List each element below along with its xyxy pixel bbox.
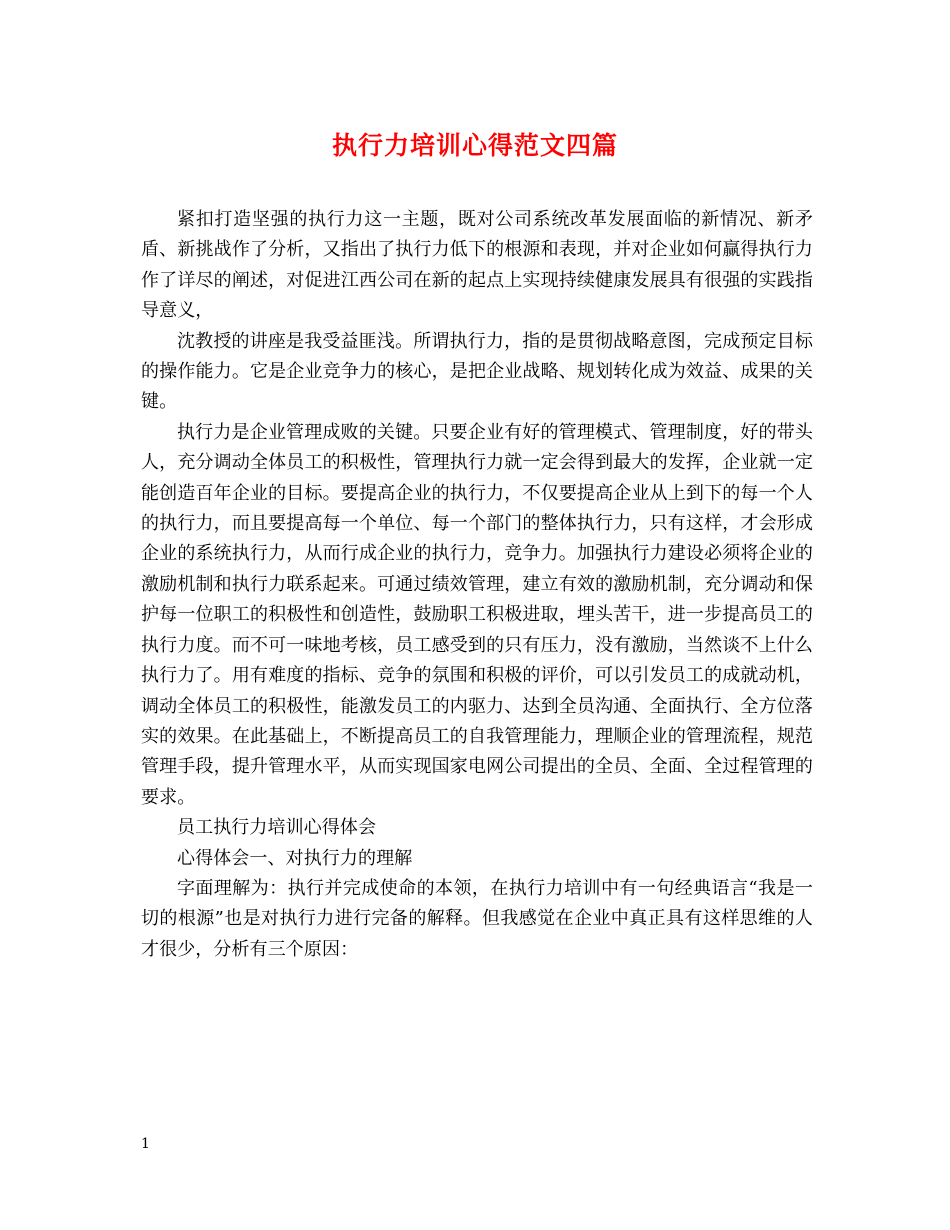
subsection-heading: 心得体会一、对执行力的理解 (177, 847, 413, 869)
paragraph-3: 执行力是企业管理成败的关键。只要企业有好的管理模式、管理制度，好的带头人，充分调动全体员工的积极性，管理执行力就一定会得到最大的发挥，企业就一定能创造百年企业的目标。要提高企业的执行力，不仅要提高企业从上到下的每一个人的执行力，而且要提高每一个单位、每一个部门的整体执行力，只有这样，才会形成企业的系统执行力，从而行成企业的执行力，竞争力。加强执行力建设必须将企业的激励机制和执行力联系起来。可通过绩效管理，建立有效的激励机制，充分调动和保护每一位职工的积极性和创造性，鼓励职工积极进取，埋头苦干，进一步提高员工的执行力度。而不可一味地考核，员工感受到的只有压力，没有激励，当然谈不上什么执行力了。用有难度的指标、竞争的氛围和积极的评价，可以引发员工的成就动机，调动全体员工的积极性，能激发员工的内驱力、达到全员沟通、全面执行、全方位落实的效果。在此基础上，不断提高员工的自我管理能力，理顺企业的管理流程，规范管理手段，提升管理水平，从而实现国家电网公司提出的全员、全面、全过程管理的要求。 (141, 421, 813, 808)
document-body (141, 205, 813, 965)
paragraph-2: 沈教授的讲座是我受益匪浅。所谓执行力，指的是贯彻战略意图，完成预定目标的操作能力。它是企业竞争力的核心，是把企业战略、规划转化成为效益、成果的关键。 (141, 330, 813, 413)
paragraph-1: 紧扣打造坚强的执行力这一主题，既对公司系统改革发展面临的新情况、新矛盾、新挑战作了分析，又指出了执行力低下的根源和表现，并对企业如何赢得执行力作了详尽的阐述，对促进江西公司在新的起点上实现持续健康发展具有很强的实践指导意义， (141, 209, 813, 322)
section-heading: 员工执行力培训心得体会 (177, 817, 377, 839)
document-title: 执行力培训心得范文四篇 (331, 131, 618, 160)
paragraph-4: 字面理解为：执行并完成使命的本领，在执行力培训中有一句经典语言“我是一切的根源”也是对执行力进行完备的解释。但我感觉在企业中真正具有这样思维的人才很少，分析有三个原因： (141, 877, 813, 960)
page-number: 1 (141, 1136, 150, 1152)
